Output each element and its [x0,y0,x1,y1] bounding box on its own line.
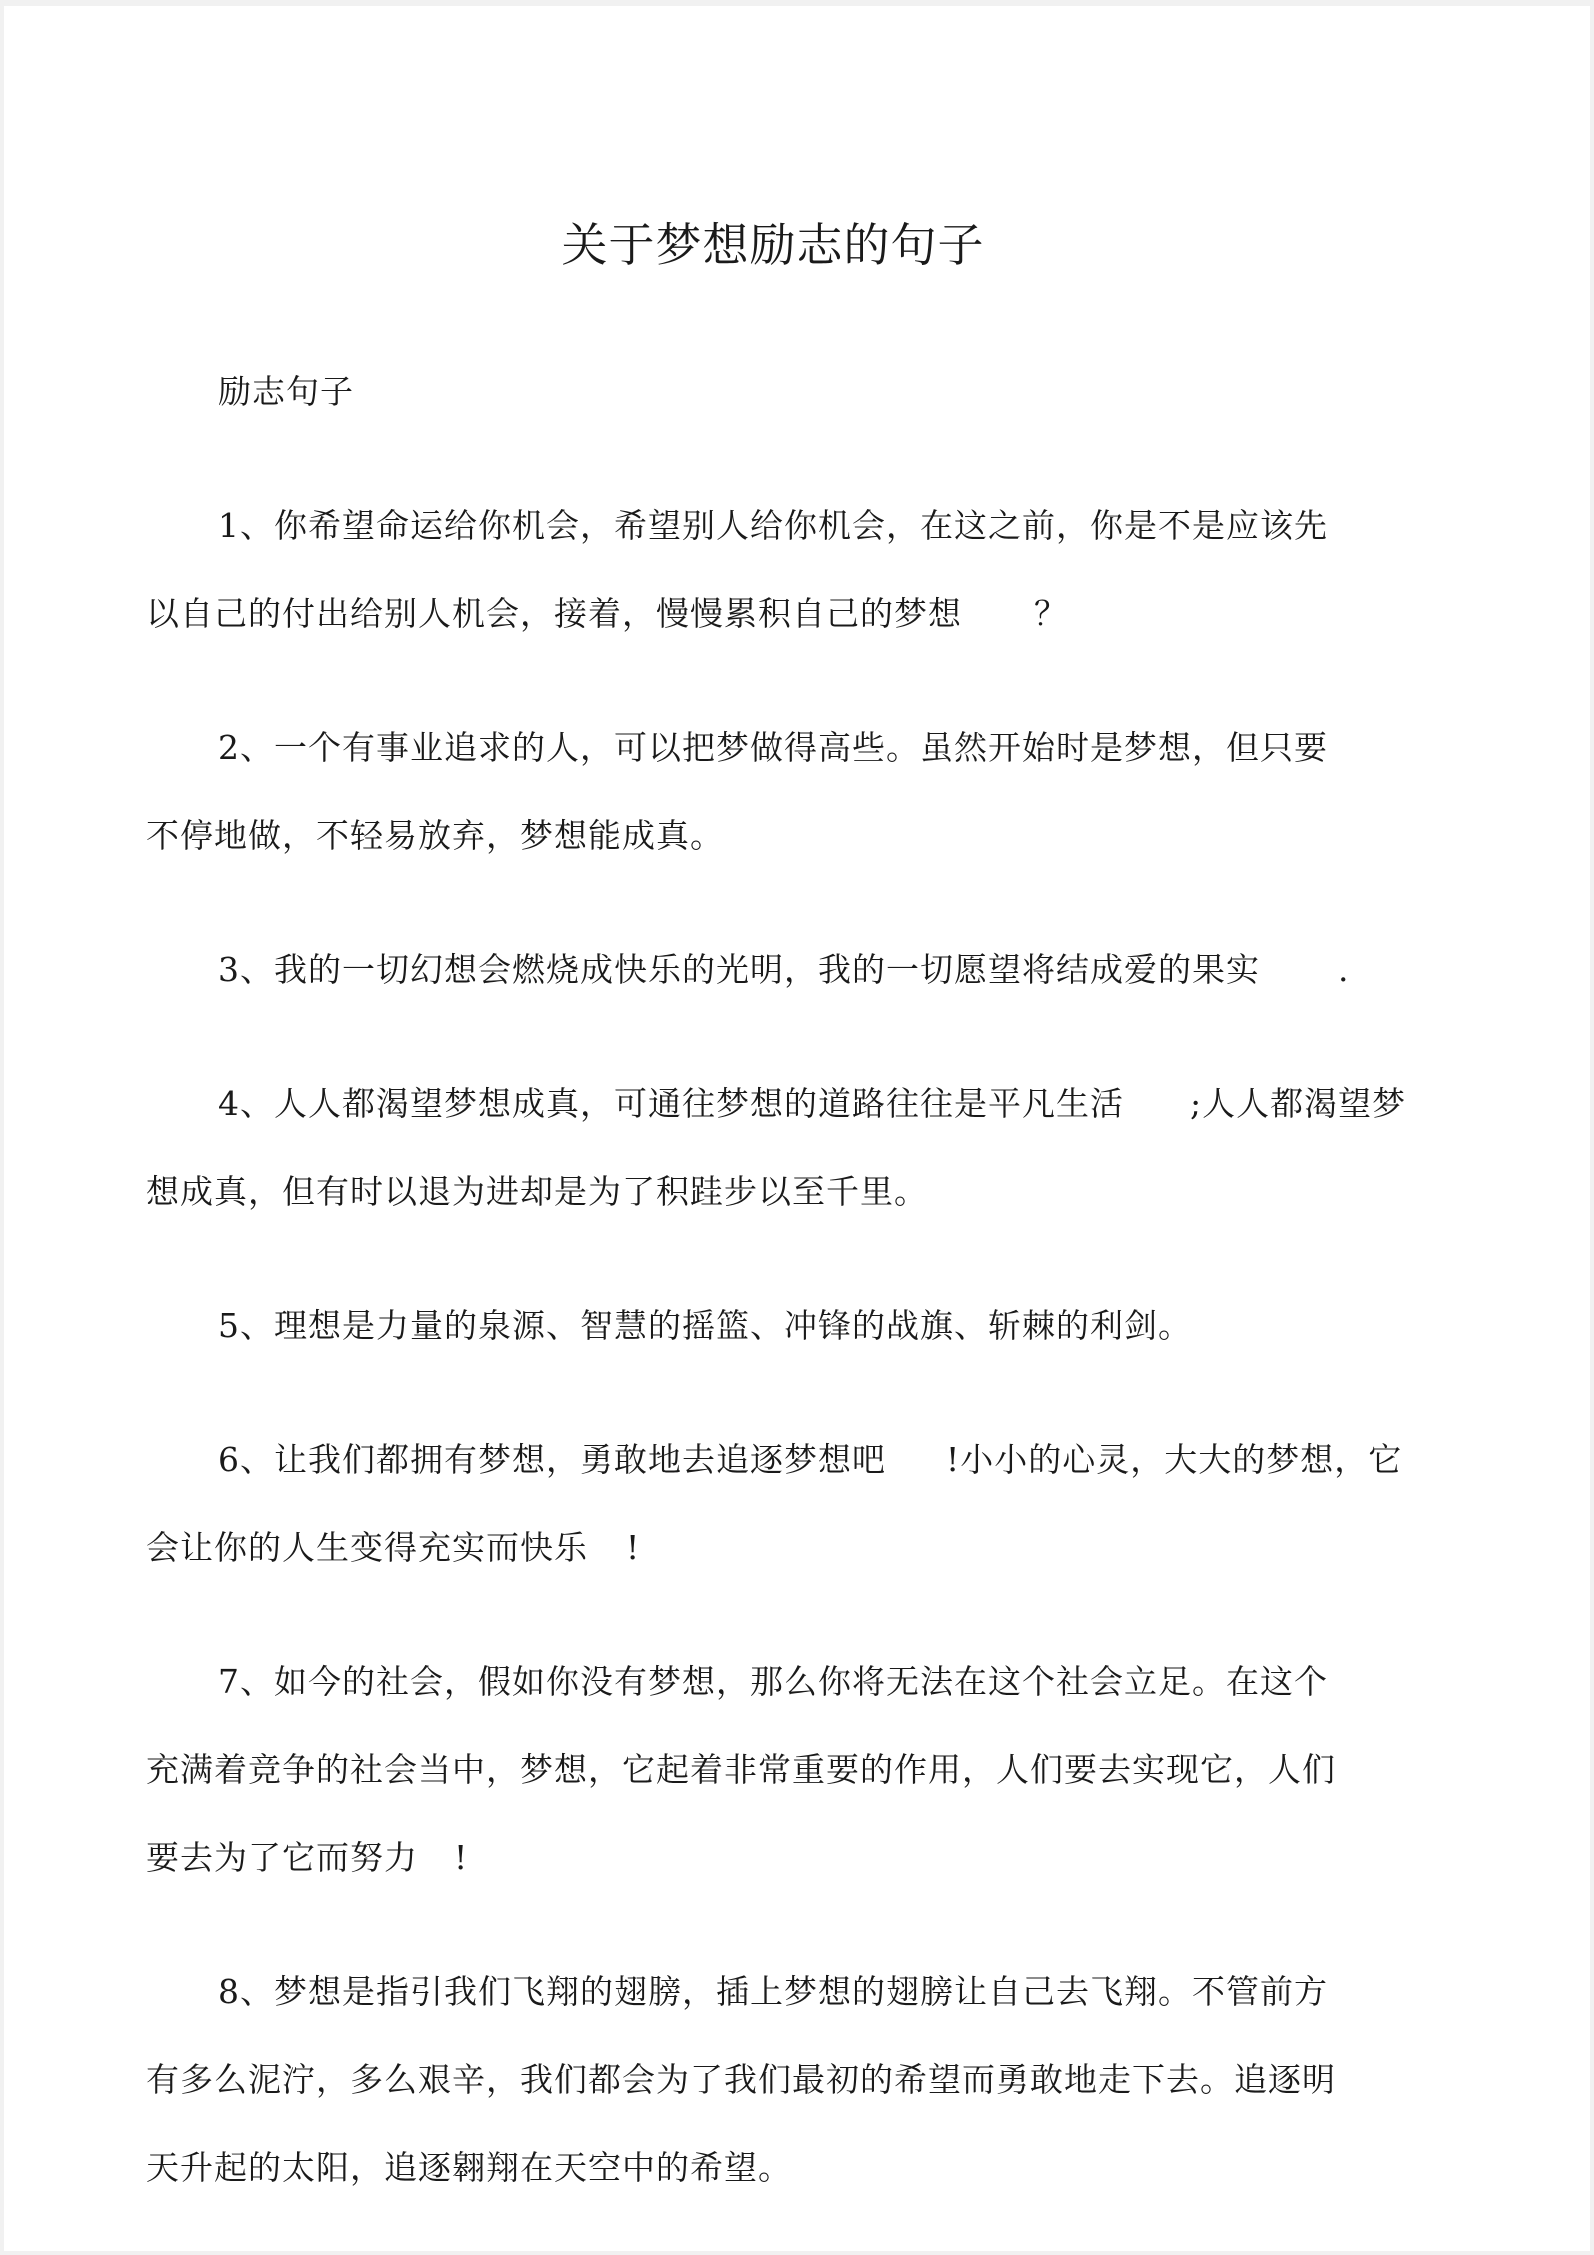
sentence-6-line-1 [218,1440,1402,1480]
document-title: 关于梦想励志的句子 [561,218,985,272]
sentence-4-text-b: ;人人都渴望梦 [1190,1084,1407,1123]
sentence-1-line-2 [146,594,1068,634]
sentence-7-text: 要去为了它而努力 [146,1838,418,1877]
sentence-1-line-1: 1、你希望命运给你机会，希望别人给你机会，在这之前，你是不是应该先 [218,506,1328,545]
sentence-8-line-1: 8、梦想是指引我们飞翔的翅膀，插上梦想的翅膀让自己去飞翔。不管前方 [218,1972,1328,2011]
sentence-8-line-3: 天升起的太阳，追逐翱翔在天空中的希望。 [146,2148,792,2187]
sentence-7-line-2: 充满着竞争的社会当中，梦想，它起着非常重要的作用，人们要去实现它，人们 [146,1750,1336,1789]
sentence-3-line-1 [218,950,1350,990]
sentence-6-text-c: 会让你的人生变得充实而快乐 [146,1528,588,1567]
sentence-6-text-a: 6、让我们都拥有梦想，勇敢地去追逐梦想吧 [218,1440,886,1479]
sentence-3-text: 3、我的一切幻想会燃烧成快乐的光明，我的一切愿望将结成爱的果实 [218,950,1260,989]
sentence-7-line-1: 7、如今的社会，假如你没有梦想，那么你将无法在这个社会立足。在这个 [218,1662,1328,1701]
sentence-4-line-1 [218,1084,1406,1124]
section-heading: 励志句子 [218,372,354,411]
sentence-6-punct: ! [626,1528,641,1567]
sentence-4-line-2: 想成真，但有时以退为进却是为了积跬步以至千里。 [146,1172,928,1211]
sentence-3-punct: . [1338,950,1350,989]
sentence-2-line-1: 2、一个有事业追求的人，可以把梦做得高些。虽然开始时是梦想，但只要 [218,728,1328,767]
sentence-6-line-2 [146,1528,640,1568]
document-page [4,6,1590,2251]
sentence-7-line-3 [146,1838,468,1878]
sentence-1-punct: ？ [1034,594,1068,633]
sentence-7-punct: ! [454,1838,469,1877]
sentence-2-line-2: 不停地做，不轻易放弃，梦想能成真。 [146,816,724,855]
sentence-6-text-b: !小小的心灵，大大的梦想，它 [946,1440,1403,1479]
sentence-1-text: 以自己的付出给别人机会，接着，慢慢累积自己的梦想 [146,594,962,633]
sentence-4-text-a: 4、人人都渴望梦想成真，可通往梦想的道路往往是平凡生活 [218,1084,1124,1123]
sentence-5-line-1: 5、理想是力量的泉源、智慧的摇篮、冲锋的战旗、斩棘的利剑。 [218,1306,1192,1345]
sentence-8-line-2: 有多么泥泞，多么艰辛，我们都会为了我们最初的希望而勇敢地走下去。追逐明 [146,2060,1336,2099]
